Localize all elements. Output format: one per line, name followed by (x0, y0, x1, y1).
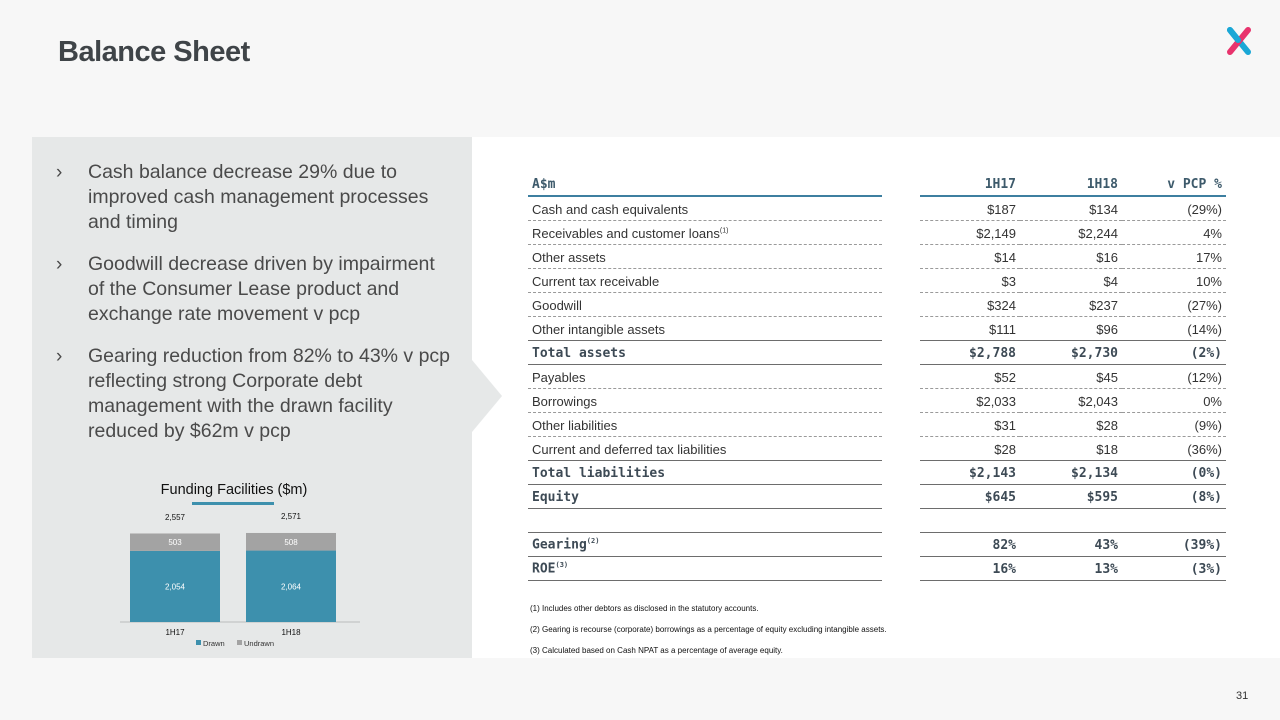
row-label (528, 436, 882, 460)
row-label-text: Gearing (532, 537, 587, 553)
row-label (528, 364, 882, 388)
row-label (528, 196, 882, 220)
value-1h18 (1020, 316, 1122, 340)
table-total-row (528, 532, 1226, 556)
value-1h18 (1020, 556, 1122, 580)
table-row (528, 364, 1226, 388)
row-label-text: Other intangible assets (532, 321, 665, 337)
bar-total-label: 2,557 (164, 513, 186, 522)
bullet-item (56, 252, 456, 327)
value-1h17 (920, 244, 1020, 268)
value-1h17 (920, 508, 1020, 532)
value-1h18 (1020, 340, 1122, 364)
bar-label-undrawn: 508 (284, 537, 298, 547)
value-1h17 (920, 292, 1020, 316)
value-1h18-text: $237 (1089, 297, 1118, 313)
legend-label: Undrawn (244, 639, 275, 648)
value-vpcp-text: (9%) (1194, 417, 1222, 433)
bar-total-label: 2,571 (280, 512, 302, 521)
category-label: 1H17 (165, 628, 185, 637)
bullet-chevron-icon: › (56, 254, 63, 275)
value-1h18-text: $18 (1096, 441, 1118, 457)
value-1h17-text: $187 (987, 201, 1016, 217)
value-1h17-text: 16% (992, 561, 1016, 577)
bullet-text: Gearing reduction from 82% to 43% v pcp reflecting strong Corporate debt management with the drawn facility reduced by $62m v pcp (88, 345, 451, 442)
table-row (528, 388, 1226, 412)
table-row (528, 220, 1226, 244)
value-1h18-text: $2,244 (1078, 225, 1118, 241)
legend-swatch-drawn (196, 640, 201, 645)
value-vpcp (1122, 508, 1226, 532)
value-vpcp (1122, 196, 1226, 220)
legend-label: Drawn (203, 639, 225, 648)
value-vpcp-text: 17% (1195, 249, 1222, 265)
value-vpcp (1122, 340, 1226, 364)
table-row (528, 292, 1226, 316)
value-1h18 (1020, 268, 1122, 292)
value-vpcp-text: (36%) (1187, 441, 1222, 457)
footnote-ref: (3) (555, 561, 569, 570)
table-total-row (528, 484, 1226, 508)
row-label-text: ROE (532, 561, 556, 577)
value-vpcp-text: (2%) (1190, 345, 1222, 361)
table-total-row (528, 340, 1226, 364)
bar-label-drawn: 2,054 (164, 582, 186, 592)
value-1h18 (1020, 244, 1122, 268)
bullet-list (56, 160, 456, 461)
value-1h18 (1020, 388, 1122, 412)
value-1h18 (1020, 460, 1122, 484)
legend-swatch-undrawn (237, 640, 242, 645)
row-label-text: Other liabilities (532, 417, 618, 433)
row-label (528, 460, 882, 484)
value-vpcp (1122, 220, 1226, 244)
value-vpcp-text: 0% (1203, 393, 1222, 409)
row-label (528, 388, 882, 412)
value-1h17-text: $2,788 (969, 345, 1016, 361)
value-1h18-text: $2,134 (1071, 465, 1118, 481)
column-header: v PCP % (1122, 172, 1226, 196)
value-vpcp-text: (27%) (1187, 297, 1222, 313)
row-label (528, 412, 882, 436)
value-1h18-text: 43% (1094, 537, 1118, 553)
column-header: A$m (528, 172, 882, 196)
value-vpcp-text: (8%) (1190, 489, 1222, 505)
value-1h17-text: $2,149 (976, 225, 1016, 241)
value-1h17 (920, 484, 1020, 508)
table-row (528, 316, 1226, 340)
row-label (528, 508, 882, 532)
value-1h17 (920, 436, 1020, 460)
value-1h17 (920, 532, 1020, 556)
page-title: Balance Sheet (58, 36, 250, 68)
value-vpcp (1122, 556, 1226, 580)
value-1h17 (920, 268, 1020, 292)
value-vpcp-text: (39%) (1182, 537, 1222, 553)
value-1h17 (920, 388, 1020, 412)
category-label: 1H18 (281, 628, 301, 637)
value-1h18-text: $96 (1096, 321, 1118, 337)
value-vpcp (1122, 460, 1226, 484)
value-vpcp (1122, 364, 1226, 388)
panel-arrow (472, 360, 502, 432)
value-1h17 (920, 412, 1020, 436)
footnote-ref: (2) (586, 537, 600, 546)
row-label (528, 292, 882, 316)
value-vpcp (1122, 484, 1226, 508)
value-1h18 (1020, 484, 1122, 508)
table-total-row (528, 556, 1226, 580)
value-1h18 (1020, 532, 1122, 556)
balance-sheet-table (528, 172, 1226, 581)
row-label (528, 268, 882, 292)
row-label (528, 556, 882, 580)
bar-label-drawn: 2,064 (280, 582, 302, 592)
value-1h17-text: $52 (994, 369, 1016, 385)
value-vpcp (1122, 388, 1226, 412)
value-1h17 (920, 196, 1020, 220)
value-vpcp (1122, 436, 1226, 460)
chart-title-underline (192, 502, 274, 505)
value-1h17 (920, 220, 1020, 244)
table-row (528, 268, 1226, 292)
value-vpcp-text: 4% (1203, 225, 1222, 241)
value-1h17-text: $14 (994, 249, 1016, 265)
table-row (528, 436, 1226, 460)
value-1h18-text: $2,043 (1078, 393, 1118, 409)
value-1h17 (920, 460, 1020, 484)
value-vpcp (1122, 316, 1226, 340)
value-vpcp-text: 10% (1195, 273, 1222, 289)
value-1h17-text: $31 (994, 417, 1016, 433)
row-label (528, 316, 882, 340)
row-label (528, 532, 882, 556)
value-1h18 (1020, 220, 1122, 244)
bullet-item (56, 344, 456, 444)
row-label-text: Total assets (532, 345, 626, 361)
value-1h18-text: $28 (1096, 417, 1118, 433)
value-vpcp-text: (29%) (1187, 201, 1222, 217)
value-1h18-text: $2,730 (1071, 345, 1118, 361)
column-header: 1H17 (920, 172, 1020, 196)
value-1h18 (1020, 412, 1122, 436)
chart-title: Funding Facilities ($m) (160, 482, 308, 498)
table-row (528, 244, 1226, 268)
value-vpcp-text: (12%) (1187, 369, 1222, 385)
value-vpcp (1122, 532, 1226, 556)
bullet-chevron-icon: › (56, 346, 63, 367)
value-1h17-text: $3 (1001, 273, 1016, 289)
value-vpcp-text: (0%) (1190, 465, 1222, 481)
row-label-text: Other assets (532, 249, 606, 265)
bullet-text: Cash balance decrease 29% due to improved cash management processes and timing (88, 161, 429, 233)
bullet-item (56, 160, 456, 235)
value-vpcp (1122, 292, 1226, 316)
funding-facilities-chart (120, 506, 360, 652)
value-1h17-text: $2,143 (969, 465, 1016, 481)
row-label-text: Total liabilities (532, 465, 666, 481)
table-row (528, 196, 1226, 220)
value-1h17-text: $28 (994, 441, 1016, 457)
row-label-text: Current tax receivable (532, 273, 660, 289)
bullet-chevron-icon: › (56, 162, 63, 183)
value-1h18 (1020, 196, 1122, 220)
value-1h17-text: 82% (992, 537, 1016, 553)
value-1h18 (1020, 292, 1122, 316)
row-label-text: Payables (532, 369, 586, 385)
bullet-text: Goodwill decrease driven by impairment of the Consumer Lease product and exchange rate movement v pcp (88, 253, 435, 325)
row-label-text: Goodwill (532, 297, 582, 313)
value-1h18-text: $45 (1096, 369, 1118, 385)
value-vpcp-text: (3%) (1190, 561, 1222, 577)
value-1h17-text: $645 (984, 489, 1016, 505)
value-1h17 (920, 316, 1020, 340)
value-1h18-text: $4 (1103, 273, 1118, 289)
value-1h17-text: $324 (987, 297, 1016, 313)
table-row (528, 412, 1226, 436)
row-label-text: Borrowings (532, 393, 598, 409)
value-1h18-text: 13% (1094, 561, 1118, 577)
row-label (528, 484, 882, 508)
row-label (528, 244, 882, 268)
value-1h18-text: $16 (1096, 249, 1118, 265)
row-label-text: Current and deferred tax liabilities (532, 441, 727, 457)
company-logo-icon (1224, 26, 1254, 58)
value-1h17 (920, 556, 1020, 580)
value-1h18-text: $595 (1086, 489, 1118, 505)
value-vpcp (1122, 412, 1226, 436)
value-1h17-text: $111 (989, 321, 1016, 337)
page-number: 31 (1236, 690, 1249, 702)
footnote-ref: (1) (719, 227, 729, 235)
table-spacer-row (528, 508, 1226, 532)
value-vpcp-text: (14%) (1187, 321, 1222, 337)
value-1h17 (920, 364, 1020, 388)
bar-label-undrawn: 503 (168, 538, 182, 548)
row-label (528, 340, 882, 364)
column-header: 1H18 (1020, 172, 1122, 196)
footnote: (3) Calculated based on Cash NPAT as a percentage of average equity. (530, 646, 783, 655)
value-1h18 (1020, 508, 1122, 532)
value-vpcp (1122, 244, 1226, 268)
table-total-row (528, 460, 1226, 484)
row-label (528, 220, 882, 244)
row-label-text: Receivables and customer loans (532, 225, 720, 241)
value-1h17 (920, 340, 1020, 364)
row-label-text: Equity (532, 489, 579, 505)
value-1h18 (1020, 436, 1122, 460)
footnotes (530, 604, 887, 667)
table-header-row (528, 172, 1226, 196)
value-1h17-text: $2,033 (976, 393, 1016, 409)
footnote: (2) Gearing is recourse (corporate) borrowings as a percentage of equity excluding intangible assets. (530, 625, 887, 634)
value-1h18-text: $134 (1089, 201, 1118, 217)
value-1h18 (1020, 364, 1122, 388)
row-label-text: Cash and cash equivalents (532, 201, 689, 217)
value-vpcp (1122, 268, 1226, 292)
footnote: (1) Includes other debtors as disclosed in the statutory accounts. (530, 604, 759, 613)
